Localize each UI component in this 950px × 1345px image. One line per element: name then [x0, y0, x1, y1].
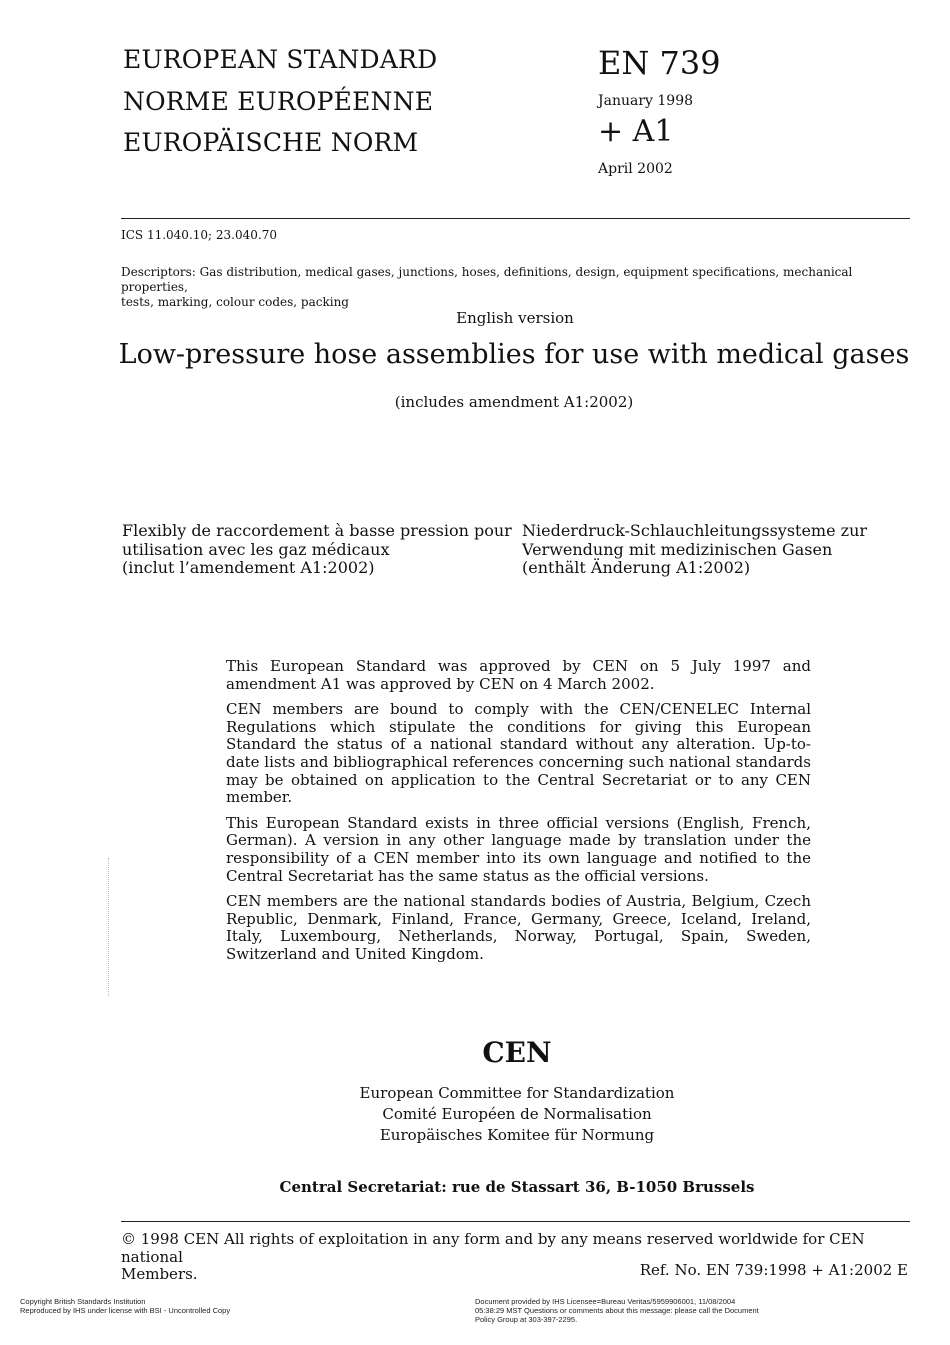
- french-title-line-3: (inclut l’amendement A1:2002): [122, 558, 375, 577]
- organization-names: [100, 1083, 934, 1146]
- approval-paragraph-2: CEN members are bound to comply with the CEN/CENELEC Internal Regulations which stipulate the conditions for giving this European Standard the status of a national standard without any alteration. Up-to-date lists and bibliographical references concerning such national standards may be obtained on application to the Central Secretariat or to any CEN member.: [226, 700, 811, 807]
- copyright-line-2: Members.: [121, 1265, 198, 1283]
- approval-paragraph-3: This European Standard exists in three official versions (English, French, German). A version in any other language made by translation under the responsibility of a CEN member into its own language and notified to the Central Secretariat has the same status as the official versions.: [226, 813, 811, 885]
- approval-paragraph-4: CEN members are the national standards bodies of Austria, Belgium, Czech Republic, Denmark, Finland, France, Germany, Greece, Iceland, Ireland, Italy, Luxembourg, Netherlands, Norway, Portugal, Spain, Sweden, Switzerland and United Kingdom.: [226, 892, 811, 963]
- amendment-number: + A1: [598, 114, 674, 149]
- ics-codes: ICS 11.040.10; 23.040.70: [121, 228, 277, 242]
- central-secretariat: Central Secretariat: rue de Stassart 36, B-1050 Brussels: [279, 1178, 755, 1196]
- version-label: [0, 309, 950, 327]
- ihs-provider-notice: [475, 1297, 805, 1324]
- version-text: English version: [456, 309, 574, 327]
- bsi-line-2: Reproduced by IHS under license with BSI - Uncontrolled Copy: [20, 1306, 231, 1315]
- french-title-line-1: Flexibly de raccordement à basse pression pour: [122, 521, 512, 540]
- copyright-bsi-notice: [20, 1297, 230, 1315]
- amendment-date: April 2002: [598, 161, 673, 177]
- org-name-german: Europäisches Komitee für Normung: [379, 1126, 655, 1144]
- standard-number: EN 739: [598, 44, 721, 82]
- bsi-line-1: Copyright British Standards Institution: [20, 1297, 146, 1306]
- german-title-line-3: (enthält Änderung A1:2002): [522, 558, 751, 577]
- french-title-block: [122, 522, 512, 578]
- german-title-line-2: Verwendung mit medizinischen Gasen: [522, 539, 833, 559]
- standard-date: January 1998: [598, 93, 694, 109]
- document-title: Low-pressure hose assemblies for use with medical gases: [118, 339, 910, 370]
- approval-text: [226, 658, 811, 972]
- french-title-line-2: utilisation avec les gaz médicaux: [122, 539, 390, 559]
- descriptors: [121, 265, 911, 310]
- cen-logo-text: CEN: [482, 1036, 552, 1069]
- ihs-line-3: Policy Group at 303-397-2295.: [475, 1315, 578, 1324]
- reference-number: Ref. No. EN 739:1998 + A1:2002 E: [639, 1261, 908, 1279]
- approval-paragraph-1: This European Standard was approved by CEN on 5 July 1997 and amendment A1 was approved by CEN on 4 March 2002.: [226, 657, 811, 693]
- descriptors-line-1: Descriptors: Gas distribution, medical gases, junctions, hoses, definitions, design, equipment specifications, mechanical properties,: [121, 265, 853, 294]
- title-norme-europeenne: NORME EUROPÉENNE: [123, 87, 434, 116]
- org-name-french: Comité Européen de Normalisation: [382, 1105, 652, 1123]
- ihs-line-2: 05:38:29 MST Questions or comments about this message: please call the Document: [475, 1306, 759, 1315]
- document-subtitle: (includes amendment A1:2002): [394, 393, 634, 411]
- copyright-line-1: © 1998 CEN All rights of exploitation in any form and by any means reserved worldwide for CEN national: [121, 1230, 865, 1266]
- footer-divider: [121, 1221, 910, 1222]
- descriptors-line-2: tests, marking, colour codes, packing: [121, 295, 349, 309]
- german-title-block: [522, 522, 912, 578]
- title-european-standard: EUROPEAN STANDARD: [123, 45, 438, 74]
- ihs-line-1: Document provided by IHS Licensee=Bureau Veritas/5959906001, 11/08/2004: [475, 1297, 736, 1306]
- margin-watermark-mark: [108, 858, 110, 996]
- header-divider: [121, 218, 910, 219]
- german-title-line-1: Niederdruck-Schlauchleitungssysteme zur: [522, 521, 868, 540]
- title-europaische-norm: EUROPÄISCHE NORM: [123, 128, 419, 157]
- org-name-english: European Committee for Standardization: [359, 1084, 675, 1102]
